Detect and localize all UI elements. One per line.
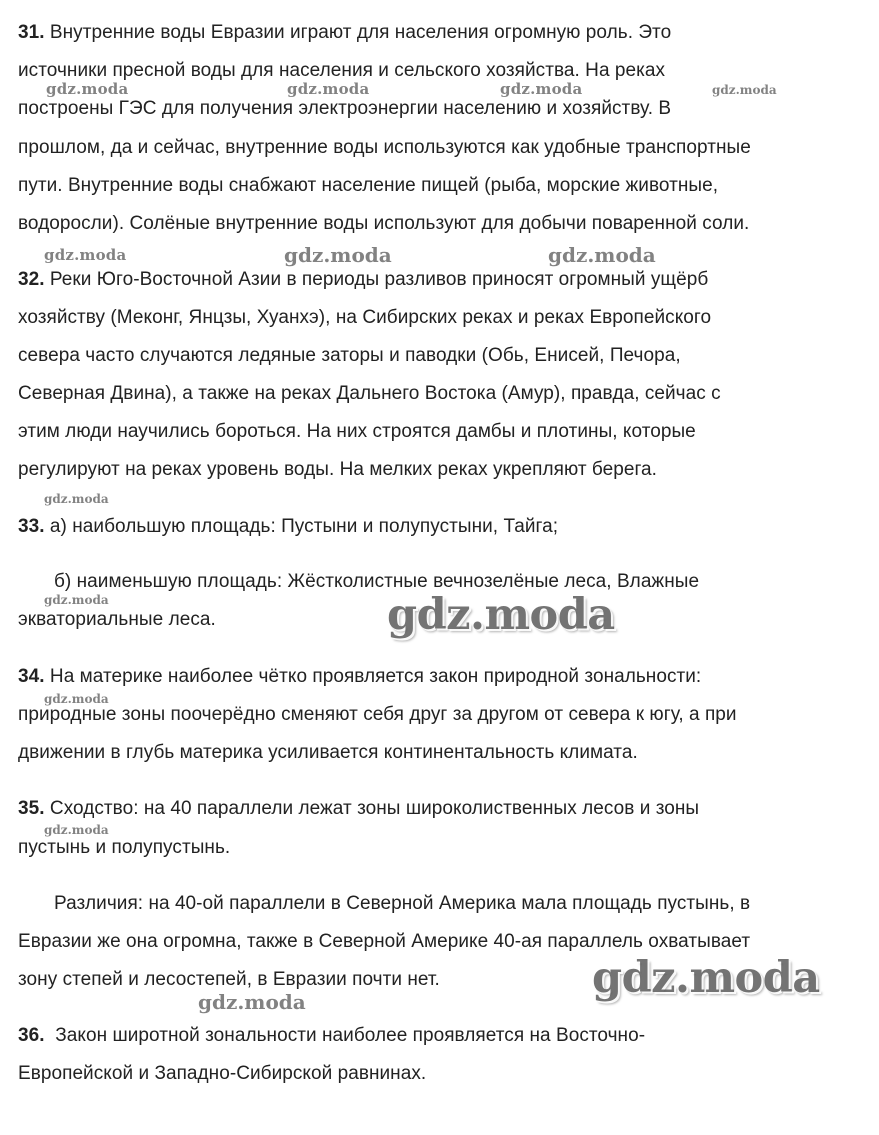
- watermark: gdz.moda: [44, 246, 127, 264]
- watermark: gdz.moda: [44, 593, 109, 607]
- answer-31-line-6: водоросли). Солёные внутренние воды используют для добычи поваренной соли.: [18, 213, 750, 234]
- watermark: gdz.moda: [548, 243, 656, 267]
- answer-31-line-2: источники пресной воды для населения и сельского хозяйства. На реках: [18, 60, 666, 81]
- answer-33-number: 33.: [18, 516, 45, 537]
- answer-32-number: 32.: [18, 269, 45, 290]
- answer-35-line-4: Евразии же она огромна, также в Северной Америке 40-ая параллель охватывает: [18, 931, 751, 952]
- watermark: gdz.moda: [44, 823, 109, 837]
- answer-35-line-2: пустынь и полупустынь.: [18, 837, 231, 858]
- watermark: gdz.moda: [287, 80, 370, 98]
- watermark: gdz.moda: [387, 590, 615, 640]
- answer-36-line-1: 36. Закон широтной зональности наиболее проявляется на Восточно-: [18, 1025, 646, 1046]
- answer-34-number: 34.: [18, 666, 45, 687]
- answer-32-line-6: регулируют на реках уровень воды. На мелких реках укрепляют берега.: [18, 459, 657, 480]
- answer-33-line-1: 33. а) наибольшую площадь: Пустыни и полупустыни, Тайга;: [18, 516, 559, 537]
- answer-34-line-1: 34. На материке наиболее чётко проявляется закон природной зональности:: [18, 666, 702, 687]
- watermark: gdz.moda: [198, 990, 306, 1014]
- answer-34-line-2: природные зоны поочерёдно сменяют себя друг за другом от севера к югу, а при: [18, 704, 737, 725]
- answer-35-line-1: 35. Сходство: на 40 параллели лежат зоны широколиственных лесов и зоны: [18, 798, 700, 819]
- answer-33-line-3: экваториальные леса.: [18, 609, 216, 630]
- answer-33-line-2: б) наименьшую площадь: Жёстколистные вечнозелёные леса, Влажные: [54, 571, 700, 592]
- watermark: gdz.moda: [46, 80, 129, 98]
- answer-35-number: 35.: [18, 798, 45, 819]
- watermark: gdz.moda: [44, 692, 109, 706]
- answer-31-line-5: пути. Внутренние воды снабжают население пищей (рыба, морские животные,: [18, 175, 719, 196]
- answer-32-line-1: 32. Реки Юго-Восточной Азии в периоды разливов приносят огромный ущёрб: [18, 269, 709, 290]
- answer-31-line-3: построены ГЭС для получения электроэнергии населению и хозяйству. В: [18, 98, 672, 119]
- answer-32-line-4: Северная Двина), а также на реках Дальнего Востока (Амур), правда, сейчас с: [18, 383, 721, 404]
- watermark: gdz.moda: [500, 80, 583, 98]
- answer-31-number: 31.: [18, 22, 45, 43]
- watermark: gdz.moda: [592, 953, 820, 1003]
- answer-34-line-3: движении в глубь материка усиливается континентальность климата.: [18, 742, 638, 763]
- answer-32-line-5: этим люди научились бороться. На них строятся дамбы и плотины, которые: [18, 421, 696, 442]
- answer-32-line-3: севера часто случаются ледяные заторы и паводки (Обь, Енисей, Печора,: [18, 345, 681, 366]
- watermark: gdz.moda: [44, 492, 109, 506]
- answer-36-number: 36.: [18, 1025, 45, 1046]
- answer-31-line-4: прошлом, да и сейчас, внутренние воды используются как удобные транспортные: [18, 137, 751, 158]
- answer-31-line-1: 31. Внутренние воды Евразии играют для населения огромную роль. Это: [18, 22, 672, 43]
- answer-36-line-2: Европейской и Западно-Сибирской равнинах.: [18, 1063, 427, 1084]
- answer-32-line-2: хозяйству (Меконг, Янцзы, Хуанхэ), на Сибирских реках и реках Европейского: [18, 307, 712, 328]
- answer-35-line-5: зону степей и лесостепей, в Евразии почти нет.: [18, 969, 440, 990]
- answer-35-line-3: Различия: на 40-ой параллели в Северной Америка мала площадь пустынь, в: [54, 893, 751, 914]
- watermark: gdz.moda: [284, 243, 392, 267]
- watermark: gdz.moda: [712, 83, 777, 97]
